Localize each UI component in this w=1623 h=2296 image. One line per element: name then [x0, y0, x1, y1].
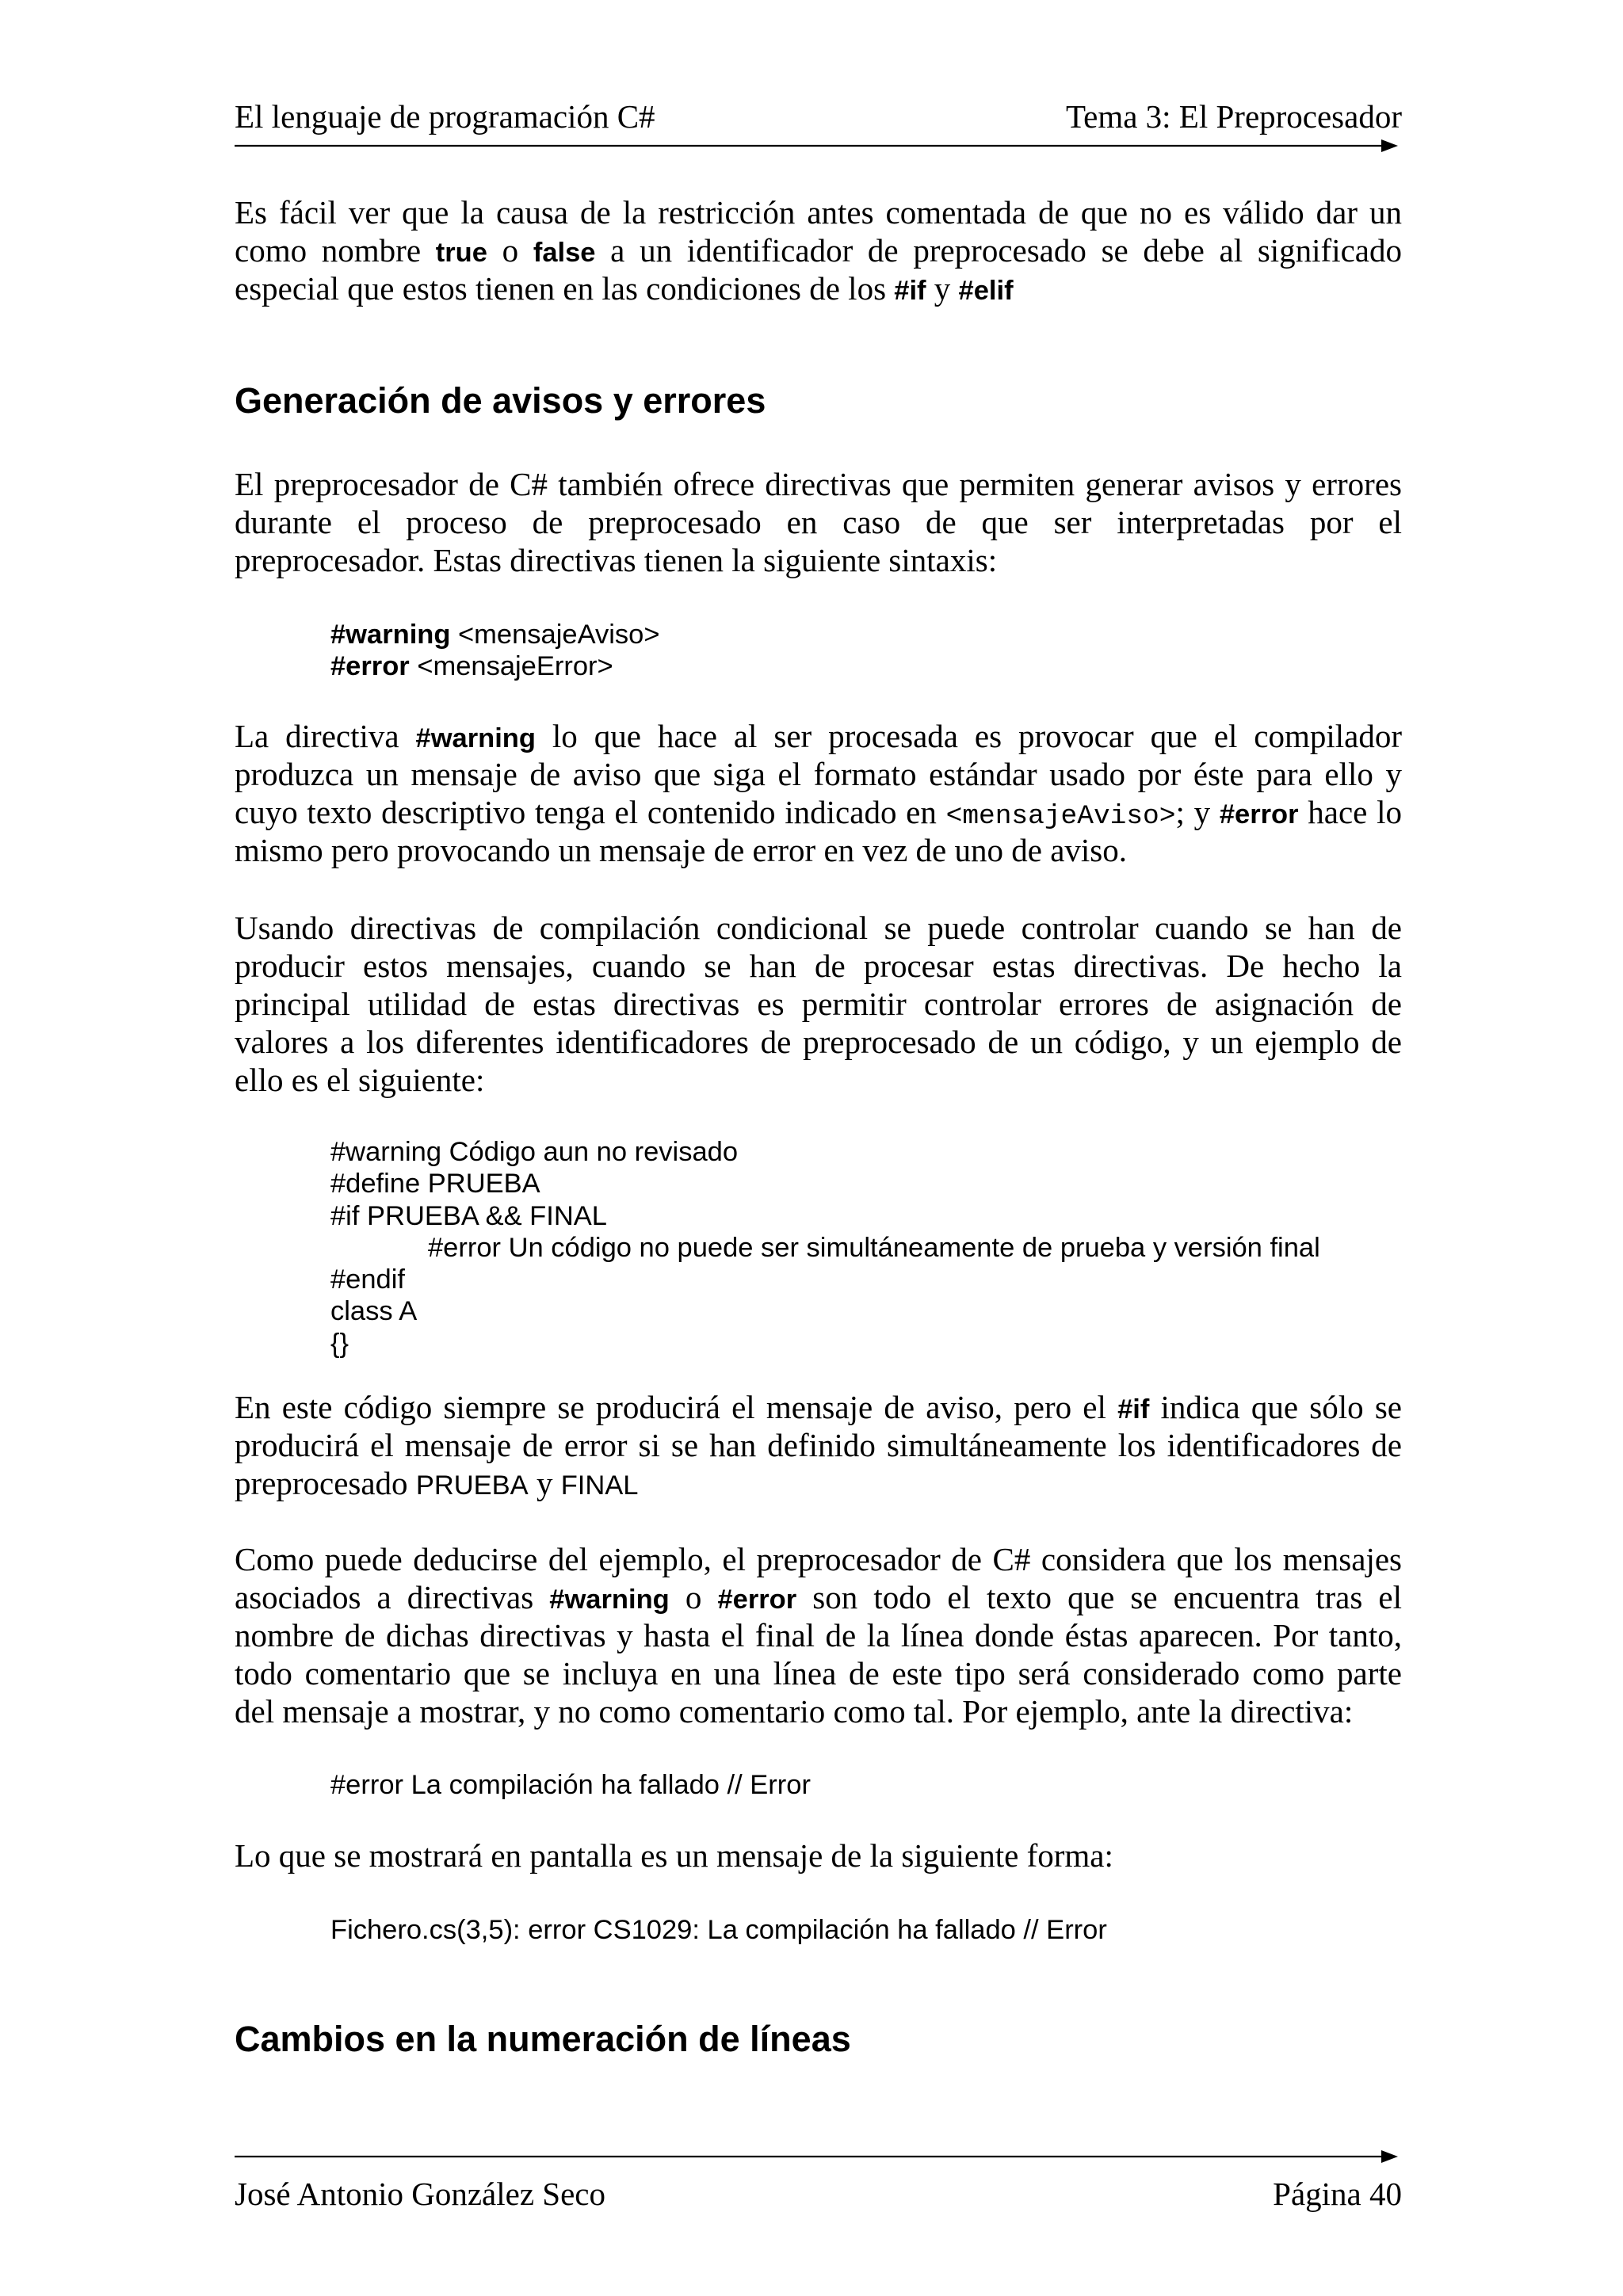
code-line: [330, 1264, 1402, 1295]
text-run: son todo el texto que se encuentra tras el: [796, 1579, 1403, 1615]
directive-keyword: #if: [1117, 1394, 1150, 1425]
text-run: Lo que se mostrará en pantalla es un mensaje de la siguiente forma:: [235, 1837, 1113, 1874]
footer-author: José Antonio González Seco: [235, 2176, 605, 2212]
text-run: preprocesado: [235, 1465, 416, 1501]
text-run: principal utilidad de estas directivas es permitir controlar errores de asignación de: [235, 986, 1402, 1022]
code-term: <mensajeAviso>: [945, 801, 1176, 832]
text-run: indica que sólo se: [1149, 1389, 1402, 1425]
text-run: #error La compilación ha fallado // Error: [330, 1770, 811, 1800]
header-arrow-rule: [235, 138, 1402, 154]
code-block: [330, 1769, 1402, 1801]
code-line: [330, 1168, 1402, 1199]
text-run: Como puede deducirse del ejemplo, el preprocesador de C# considera que los mensajes: [235, 1541, 1402, 1577]
directive-keyword: false: [533, 238, 596, 268]
text-line: [235, 947, 1402, 985]
text-run: lo que hace al ser procesada es provocar que el compilador: [535, 718, 1402, 754]
text-run: asociados a directivas: [235, 1579, 550, 1615]
text-run: <mensajeAviso>: [450, 620, 660, 650]
code-block: [330, 1136, 1402, 1360]
text-run: Es fácil ver que la causa de la restricción antes comentada de que no es válido dar un: [235, 194, 1402, 231]
text-run: ello es el siguiente:: [235, 1062, 485, 1098]
code-line: [330, 619, 1402, 650]
text-line: [235, 503, 1402, 541]
text-run: #warning Código aun no revisado: [330, 1137, 739, 1167]
text-run: La directiva: [235, 718, 416, 754]
text-run: #if PRUEBA && FINAL: [330, 1200, 607, 1231]
text-run: como nombre: [235, 232, 436, 269]
header-chapter-title: Tema 3: El Preprocesador: [1065, 98, 1402, 135]
code-line: [330, 1914, 1402, 1946]
text-run: a un identificador de preprocesado se debe al significado: [595, 232, 1402, 269]
text-run: #endif: [330, 1264, 405, 1295]
paragraph: [235, 465, 1402, 579]
text-line: [235, 193, 1402, 231]
directive-keyword: #if: [894, 276, 926, 306]
text-run: o: [669, 1579, 718, 1615]
directive-keyword: #warning: [549, 1585, 670, 1615]
section-heading: Cambios en la numeración de líneas: [235, 2019, 851, 2059]
text-line: [235, 465, 1402, 503]
text-line: [235, 269, 1402, 307]
text-line: [235, 1388, 1402, 1426]
paragraph: [235, 909, 1402, 1099]
text-run: class A: [330, 1296, 418, 1327]
text-line: [235, 1464, 1402, 1502]
directive-keyword: #warning: [330, 620, 451, 650]
footer-page-number: Página 40: [1273, 2176, 1402, 2212]
text-line: [235, 985, 1402, 1023]
text-run: cuyo texto descriptivo tenga el contenido indicado en: [235, 794, 946, 830]
text-line: [235, 1023, 1402, 1061]
directive-keyword: #error: [1219, 799, 1299, 830]
identifier-term: FINAL: [560, 1470, 639, 1501]
footer-arrow-rule: [235, 2149, 1402, 2164]
text-run: produzca un mensaje de aviso que siga el formato estándar usado por éste para ello y: [235, 756, 1402, 792]
text-line: [235, 1540, 1402, 1578]
text-run: preprocesador. Estas directivas tienen la siguiente sintaxis:: [235, 542, 998, 578]
text-line: [235, 1578, 1402, 1616]
text-run: durante el proceso de preprocesado en caso de que ser interpretadas por el: [235, 504, 1402, 540]
text-run: y: [528, 1465, 561, 1501]
text-line: [235, 1654, 1402, 1692]
text-run: Fichero.cs(3,5): error CS1029: La compilación ha fallado // Error: [330, 1915, 1107, 1945]
text-line: [235, 909, 1402, 947]
directive-keyword: #error: [330, 651, 410, 682]
text-run: valores a los diferentes identificadores de preprocesado de un código, y un ejemplo de: [235, 1024, 1402, 1060]
text-run: <mensajeError>: [409, 651, 613, 682]
code-block: [330, 619, 1402, 683]
text-run: producir estos mensajes, cuando se han de procesar estas directivas. De hecho la: [235, 948, 1402, 984]
directive-keyword: #error: [717, 1585, 797, 1615]
text-run: #error Un código no puede ser simultáneamente de prueba y versión final: [330, 1232, 1320, 1263]
identifier-term: PRUEBA: [415, 1470, 529, 1501]
text-line: [235, 231, 1402, 269]
code-block: [330, 1914, 1402, 1946]
text-line: [235, 541, 1402, 579]
text-run: mismo pero provocando un mensaje de error en vez de uno de aviso.: [235, 832, 1127, 868]
paragraph: [235, 193, 1402, 307]
text-run: nombre de dichas directivas y hasta el final de la línea donde éstas aparecen. Por tanto,: [235, 1617, 1402, 1653]
code-line: [330, 1328, 1402, 1360]
directive-keyword: #warning: [415, 723, 536, 753]
section-heading: Generación de avisos y errores: [235, 380, 766, 421]
text-run: ; y: [1175, 794, 1220, 830]
paragraph: [235, 1836, 1402, 1875]
text-line: [235, 1692, 1402, 1730]
paragraph: [235, 1540, 1402, 1730]
text-line: [235, 831, 1402, 869]
paragraph: [235, 717, 1402, 869]
text-run: {}: [330, 1328, 349, 1359]
code-line: [330, 1200, 1402, 1232]
text-run: hace lo: [1298, 794, 1402, 830]
paragraph: [235, 1388, 1402, 1502]
text-line: [235, 1061, 1402, 1099]
text-run: del mensaje a mostrar, y no como comentario como tal. Por ejemplo, ante la directiva:: [235, 1693, 1354, 1730]
text-line: [235, 1616, 1402, 1654]
text-line: [235, 1426, 1402, 1464]
text-run: El preprocesador de C# también ofrece directivas que permiten generar avisos y errores: [235, 466, 1402, 502]
code-line: [330, 650, 1402, 682]
text-run: #define PRUEBA: [330, 1169, 540, 1199]
text-run: o: [487, 232, 533, 269]
page-header: [235, 97, 1402, 135]
code-line: [330, 1232, 1402, 1264]
text-line: [235, 793, 1402, 831]
code-line: [330, 1136, 1402, 1168]
text-line: [235, 717, 1402, 755]
text-line: [235, 1836, 1402, 1875]
text-line: [235, 755, 1402, 793]
text-run: producirá el mensaje de error si se han definido simultáneamente los identificadores de: [235, 1427, 1402, 1463]
page-footer: [235, 2175, 1402, 2213]
text-run: y: [926, 270, 959, 307]
text-run: todo comentario que se incluya en una línea de este tipo será considerado como parte: [235, 1655, 1402, 1691]
code-line: [330, 1769, 1402, 1801]
text-run: especial que estos tienen en las condiciones de los: [235, 270, 895, 307]
directive-keyword: true: [435, 238, 487, 268]
code-line: [330, 1295, 1402, 1327]
text-run: Usando directivas de compilación condicional se puede controlar cuando se han de: [235, 910, 1402, 946]
text-run: En este código siempre se producirá el mensaje de aviso, pero el: [235, 1389, 1118, 1425]
header-book-title: El lenguaje de programación C#: [235, 98, 655, 135]
directive-keyword: #elif: [958, 276, 1014, 306]
